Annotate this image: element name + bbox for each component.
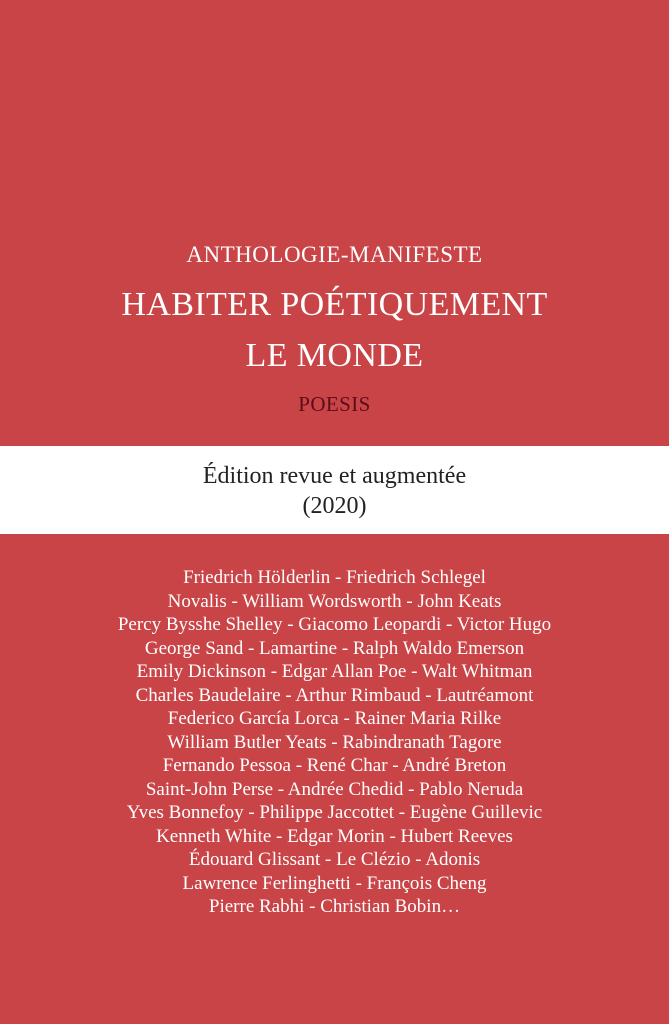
edition-year: (2020) xyxy=(302,493,367,519)
author-line: Emily Dickinson - Edgar Allan Poe - Walt Whitman xyxy=(136,661,533,682)
author-line: Édouard Glissant - Le Clézio - Adonis xyxy=(188,849,481,870)
author-line: Friedrich Hölderlin - Friedrich Schlegel xyxy=(183,567,486,588)
author-line: Kenneth White - Edgar Morin - Hubert Reeves xyxy=(156,825,513,847)
author-line: Federico García Lorca - Rainer Maria Rilke xyxy=(167,708,502,729)
author-line: Fernando Pessoa - René Char - André Breton xyxy=(162,755,507,776)
publisher-name: POESIS xyxy=(298,392,371,416)
author-line: Charles Baudelaire - Arthur Rimbaud - Lautréamont xyxy=(135,684,534,706)
author-line: Pierre Rabhi - Christian Bobin… xyxy=(208,896,461,917)
series-label: ANTHOLOGIE-MANIFESTE xyxy=(186,242,483,267)
title-line-2: LE MONDE xyxy=(245,337,424,374)
edition-note: Édition revue et augmentée xyxy=(202,463,467,489)
author-line: William Butler Yeats - Rabindranath Tagore xyxy=(167,731,502,753)
author-line: Percy Bysshe Shelley - Giacomo Leopardi - Victor Hugo xyxy=(117,614,552,635)
edition-band xyxy=(0,446,669,534)
cover-title-block xyxy=(0,0,669,446)
author-line: Lawrence Ferlinghetti - François Cheng xyxy=(182,872,487,894)
author-line: Saint-John Perse - Andrée Chedid - Pablo Neruda xyxy=(145,778,524,800)
author-line: George Sand - Lamartine - Ralph Waldo Emerson xyxy=(144,637,525,659)
author-list xyxy=(0,566,669,919)
author-line: Novalis - William Wordsworth - John Keats xyxy=(167,590,502,612)
title-line-1: HABITER POÉTIQUEMENT xyxy=(121,286,548,323)
author-line: Yves Bonnefoy - Philippe Jaccottet - Eugène Guillevic xyxy=(126,802,543,823)
